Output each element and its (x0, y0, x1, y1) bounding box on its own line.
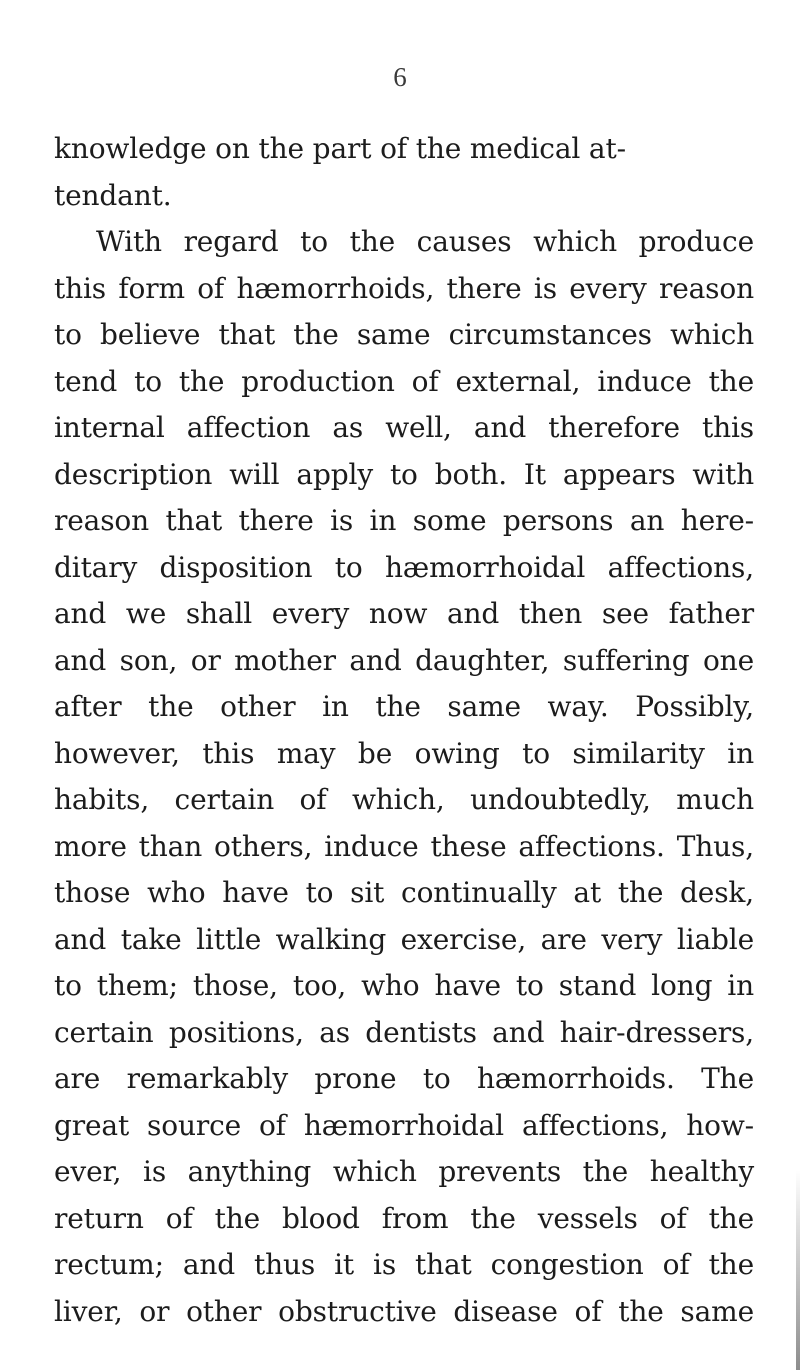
text-line: tendant. (54, 178, 172, 212)
text-line: rectum; and thus it is that congestion of the (54, 1248, 754, 1281)
text-line: and take little walking exercise, are very liable (54, 922, 754, 956)
text-line: habits, certain of which, undoubtedly, much (54, 783, 754, 816)
text-line: great source of hæmorrhoidal affections, how- (54, 1108, 754, 1142)
page-number: 6 (393, 62, 407, 92)
text-line: however, this may be owing to similarity in (54, 736, 754, 770)
text-line: after the other in the same way. Possibly, (54, 690, 754, 723)
text-line: liver, or other obstructive disease of the same (54, 1294, 754, 1328)
text-line: more than others, induce these affections. Thus, (54, 829, 754, 863)
text-line: reason that there is in some persons an here- (54, 504, 754, 537)
text-line: and son, or mother and daughter, suffering one (54, 643, 754, 677)
text-line: this form of hæmorrhoids, there is every reason (54, 271, 754, 305)
text-line: return of the blood from the vessels of the (54, 1201, 754, 1235)
text-line: description will apply to both. It appears with (54, 457, 754, 491)
text-line: to them; those, too, who have to stand long in (54, 969, 754, 1002)
text-line: certain positions, as dentists and hair-dressers, (54, 1015, 754, 1049)
body-text (54, 126, 754, 1335)
page-edge-shadow (796, 1170, 800, 1370)
text-line: to believe that the same circumstances which (54, 318, 754, 351)
text-line: those who have to sit continually at the desk, (54, 876, 754, 909)
text-line: and we shall every now and then see father (54, 597, 754, 630)
text-line: ditary disposition to hæmorrhoidal affections, (54, 550, 754, 584)
text-line: tend to the production of external, induce the (54, 364, 754, 398)
text-line: are remarkably prone to hæmorrhoids. The (54, 1062, 754, 1095)
text-line: ever, is anything which prevents the healthy (54, 1155, 754, 1188)
text-line: With regard to the causes which produce (96, 225, 754, 258)
text-line: internal affection as well, and therefore this (54, 411, 754, 444)
text-line: knowledge on the part of the medical at- (54, 132, 626, 165)
